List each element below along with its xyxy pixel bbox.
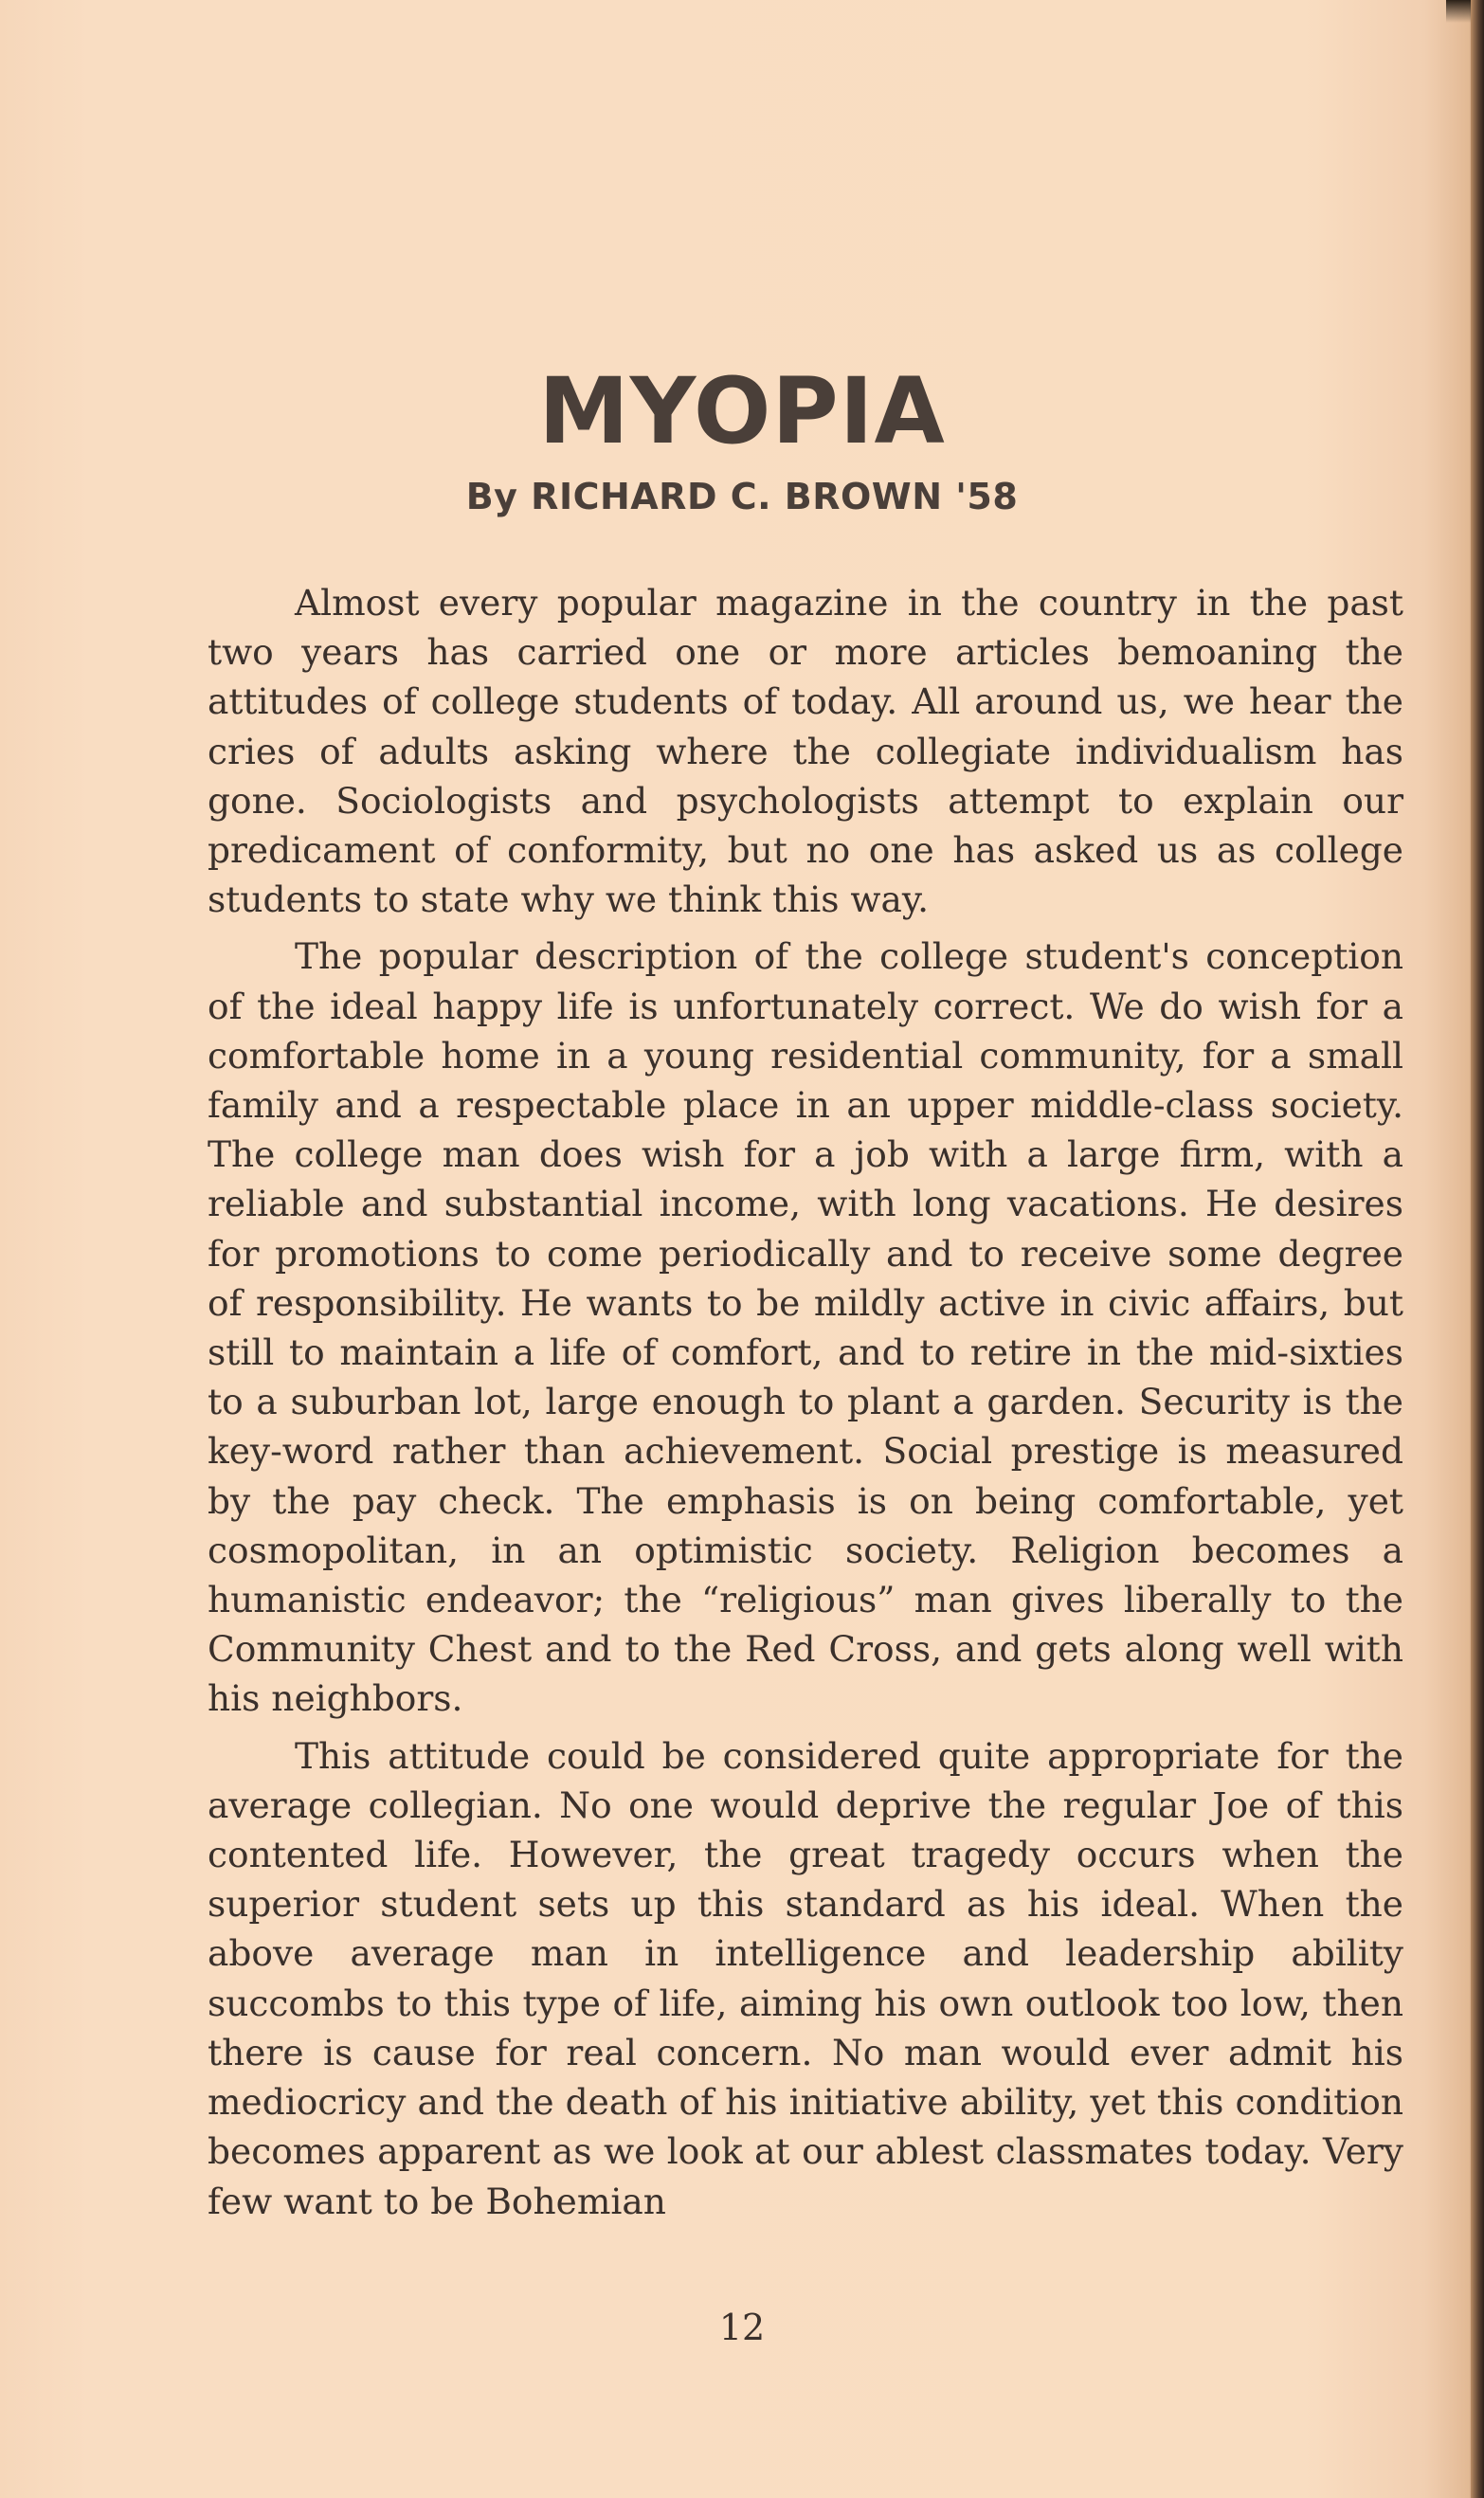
- article-body: [208, 578, 1403, 2234]
- article-byline: By RICHARD C. BROWN '58: [465, 476, 1019, 517]
- paragraph: Almost every popular magazine in the country in the past two years has carried one or more articles bemoaning the attitudes of college students of today. All around us, we hear the cries of adults asking where the collegiate individualism has gone. Sociologists and psychologists attempt to explain our predicament of conformity, but no one has asked us as college students to state why we think this way.: [208, 582, 1403, 921]
- page-number: 12: [718, 2307, 766, 2348]
- paragraph: This attitude could be considered quite appropriate for the average collegian. No one would deprive the regular Joe of this contented life. However, the great tragedy occurs when the superior student sets up this standard as his ideal. When the above average man in intelligence and leadership ability succombs to this type of life, aiming his own outlook too low, then there is cause for real concern. No man would ever admit his mediocricy and the death of his initiative ability, yet this condition becomes apparent as we look at our ablest classmates today. Very few want to be Bohemian: [208, 1734, 1403, 2222]
- paragraph: The popular description of the college student's conception of the ideal happy life is unfortunately correct. We do wish for a comfortable home in a young residential community, for a small family and a respectable place in an upper middle-class society. The college man does wish for a job with a large firm, with a reliable and substantial income, with long vacations. He desires for promotions to come periodically and to receive some degree of responsibility. He wants to be mildly active in civic affairs, but still to maintain a life of comfort, and to retire in the mid-sixties to a suburban lot, large enough to plant a garden. Security is the key-word rather than achievement. Social prestige is measured by the pay check. The emphasis is on being comfortable, yet cosmopolitan, in an optimistic society. Religion becomes a humanistic endeavor; the “religious” man gives liberally to the Community Chest and to the Red Cross, and gets along well with his neighbors.: [208, 935, 1403, 1720]
- article-title: MYOPIA: [538, 358, 946, 465]
